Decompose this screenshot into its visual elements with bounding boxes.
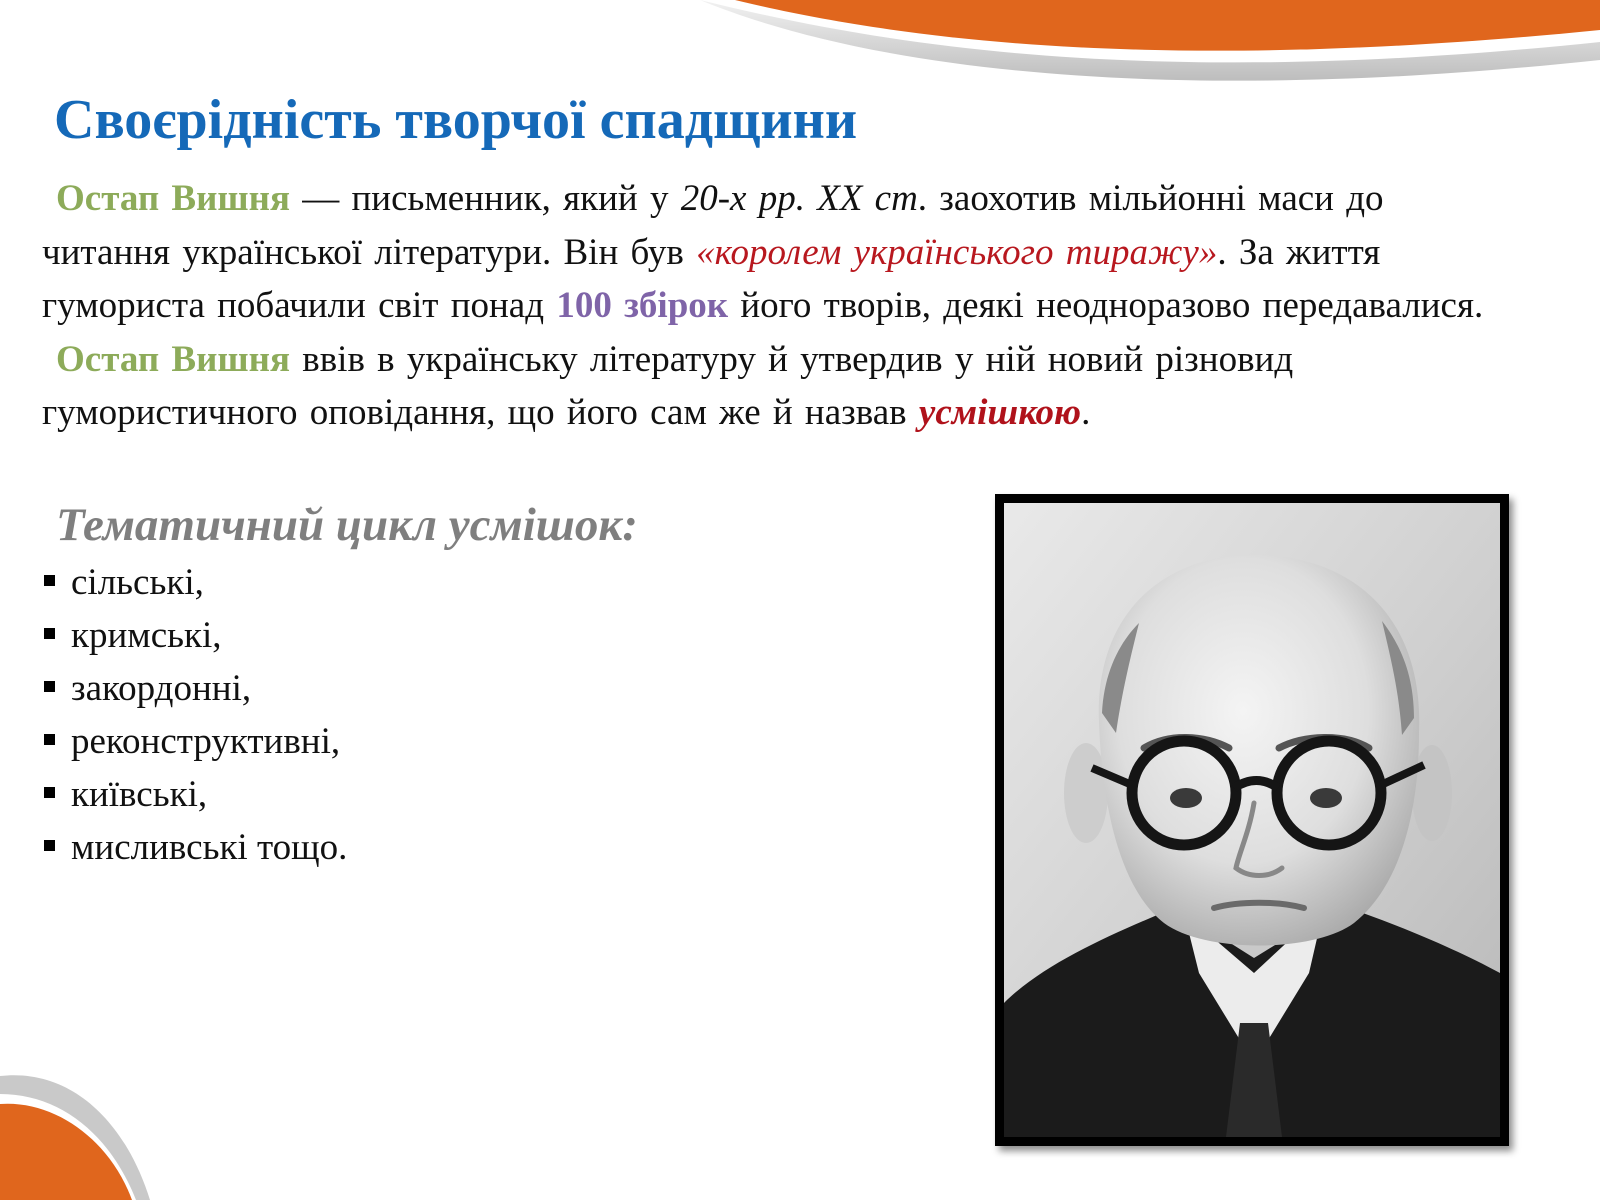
list-item-label: кримські,: [71, 615, 222, 656]
list-item: [44, 662, 347, 715]
list-item: [44, 768, 347, 821]
square-bullet-icon: [44, 787, 55, 798]
paragraph-2: [42, 333, 1512, 440]
text-fragment: ввів в українську літературу й утвердив у ній новий різновид гумористичного оповідання, що його сам же й назвав: [42, 338, 1294, 433]
list-item-label: мисливські тощо.: [71, 827, 348, 868]
list-item: [44, 821, 347, 874]
list-item-label: київські,: [71, 774, 208, 815]
square-bullet-icon: [44, 681, 55, 692]
text-fragment: . За життя гумориста побачили світ понад: [42, 231, 1381, 326]
square-bullet-icon: [44, 575, 55, 586]
list-item: [44, 715, 347, 768]
list-item: [44, 609, 347, 662]
square-bullet-icon: [44, 840, 55, 851]
square-bullet-icon: [44, 734, 55, 745]
slide-title: Своєрідність творчої спадщини: [54, 89, 858, 151]
text-fragment: .: [1081, 392, 1091, 433]
list-item-label: закордонні,: [71, 668, 252, 709]
genre-term: усмішкою: [918, 392, 1082, 433]
list-item: [44, 556, 347, 609]
text-fragment: . заохотив мільйонні маси до читання української літератури. Він був: [42, 178, 1384, 273]
quote-text: «королем українського тиражу»: [696, 231, 1218, 273]
cycle-subheading: Тематичний цикл усмішок:: [56, 499, 638, 551]
portrait-image: [1004, 503, 1500, 1137]
text-fragment: — письменник, який у: [289, 178, 681, 219]
author-name: Остап Вишня: [56, 178, 290, 219]
intro-text: [42, 172, 1512, 440]
cycle-list: [44, 556, 347, 874]
paragraph-1: [42, 172, 1512, 333]
text-fragment: його творів, деякі неодноразово передавалися.: [728, 285, 1484, 326]
list-item-label: реконструктивні,: [71, 721, 341, 762]
collection-count: 100 збірок: [556, 285, 729, 326]
author-portrait: [995, 494, 1509, 1146]
author-name: Остап Вишня: [56, 338, 290, 380]
square-bullet-icon: [44, 628, 55, 639]
list-item-label: сільські,: [71, 562, 204, 603]
era-text: 20-х рр. ХХ ст: [680, 178, 918, 219]
